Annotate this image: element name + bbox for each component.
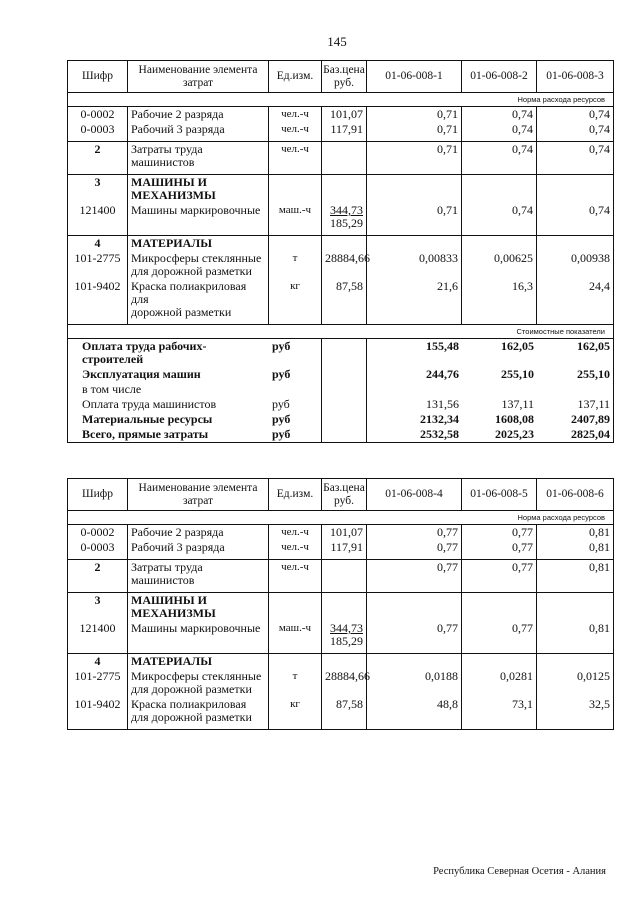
cost-row (68, 367, 613, 382)
table-row (68, 697, 613, 725)
value-cell: 0,77 (367, 540, 462, 555)
code-cell: 0-0003 (68, 122, 128, 137)
name-cell: МАТЕРИАЛЫ (128, 654, 269, 669)
value-cell: 0,0125 (577, 669, 610, 683)
cost-value-cell: 155,48 (426, 339, 459, 353)
spacer-cell (68, 170, 128, 174)
value-cell (462, 236, 537, 251)
spacer-cell (462, 555, 537, 559)
row-spacer (68, 588, 613, 592)
value-cell: 0,74 (462, 107, 537, 122)
value-cell: 73,1 (462, 697, 537, 725)
unit-cell (269, 593, 322, 621)
spacer-cell (322, 725, 367, 729)
cost-name-cell: в том числе (82, 382, 142, 396)
row-spacer (68, 231, 613, 235)
header-cell: Шифр (68, 61, 128, 92)
value-cell: 24,4 (589, 279, 610, 293)
price-cell (322, 669, 370, 697)
unit-cell (269, 175, 322, 203)
spacer-cell (269, 649, 322, 653)
cost-value-cell: 2532,58 (420, 427, 459, 441)
spacer-cell (68, 320, 128, 324)
spacer-cell (537, 137, 613, 141)
spacer-cell (128, 725, 269, 729)
spacer-cell (68, 649, 128, 653)
value-cell: 0,77 (462, 525, 537, 540)
norm-section-label: Норма расхода ресурсов (68, 511, 613, 525)
spacer-cell (367, 555, 462, 559)
spacer-cell (537, 555, 613, 559)
unit-cell (269, 236, 322, 251)
cost-value-cell: 137,11 (577, 397, 610, 411)
value-cell: 0,71 (367, 203, 462, 231)
header-cell: 01-06-008-6 (546, 488, 604, 500)
code-cell: 0-0002 (68, 525, 128, 540)
value-cell (537, 236, 613, 251)
price-value: 117,91 (330, 122, 363, 136)
cost-unit-cell: руб (269, 339, 322, 367)
price-cell (322, 107, 367, 122)
table-row (68, 560, 613, 588)
table-row (68, 122, 613, 137)
spacer-cell (462, 588, 537, 592)
value-cell: 0,77 (367, 525, 462, 540)
row-spacer (68, 320, 613, 324)
cost-unit-cell: руб (269, 427, 322, 442)
value-cell: 0,77 (367, 621, 462, 649)
cost-row (68, 339, 613, 367)
cost-price-cell (322, 339, 367, 367)
value-cell: 16,3 (462, 279, 537, 320)
name-cell: Краска полиакриловая для дорожной разметки (128, 279, 269, 320)
cost-value-cell: 2132,34 (420, 412, 459, 426)
code-cell: 101-2775 (68, 669, 128, 697)
value-cell: 0,74 (589, 122, 610, 136)
price-cell (322, 697, 367, 725)
spacer-cell (367, 170, 462, 174)
code-cell: 3 (68, 175, 128, 203)
name-cell: Рабочие 2 разряда (128, 525, 269, 540)
table-block (68, 175, 613, 236)
value-cell: 0,77 (462, 540, 537, 555)
table-row (68, 621, 613, 649)
spacer-cell (128, 588, 269, 592)
price-value: 87,58 (336, 697, 363, 711)
cost-name-cell: Всего, прямые затраты (82, 427, 209, 441)
unit-cell (269, 654, 322, 669)
spacer-cell (68, 137, 128, 141)
spacer-cell (322, 649, 367, 653)
unit-cell: чел.-ч (269, 560, 322, 588)
row-spacer (68, 725, 613, 729)
unit-cell: т (269, 669, 322, 697)
cost-value-cell: 131,56 (426, 397, 459, 411)
code-cell: 101-2775 (68, 251, 128, 279)
name-cell: МАШИНЫ И МЕХАНИЗМЫ (128, 175, 269, 203)
cost-row (68, 412, 613, 427)
name-cell: МАТЕРИАЛЫ (128, 236, 269, 251)
table-block (68, 560, 613, 593)
resource-table-2 (67, 478, 614, 730)
cost-name-cell: Эксплуатация машин (82, 367, 201, 381)
table-row (68, 142, 613, 170)
spacer-cell (128, 555, 269, 559)
spacer-cell (322, 137, 367, 141)
row-spacer (68, 555, 613, 559)
table-block (68, 236, 613, 325)
table-row (68, 175, 613, 203)
name-cell: Машины маркировочные (128, 621, 269, 649)
value-cell: 0,77 (462, 621, 537, 649)
cost-value-cell: 162,05 (577, 339, 610, 353)
unit-cell: чел.-ч (269, 525, 322, 540)
price-value-secondary: 185,29 (330, 216, 363, 230)
value-cell: 0,74 (589, 142, 610, 156)
code-cell: 3 (68, 593, 128, 621)
value-cell (462, 593, 537, 621)
value-cell: 0,74 (462, 203, 537, 231)
cost-name-cell: Оплата труда рабочих- строителей (82, 339, 207, 366)
header-cell: Баз.цена руб. (322, 61, 367, 92)
row-spacer (68, 170, 613, 174)
value-cell: 0,77 (462, 560, 537, 588)
price-value: 87,58 (336, 279, 363, 293)
cost-value-cell: 2025,23 (495, 427, 534, 441)
value-cell: 0,00938 (571, 251, 610, 265)
price-cell (322, 654, 367, 669)
value-cell: 0,00625 (462, 251, 537, 279)
header-cell: 01-06-008-1 (367, 61, 462, 92)
value-cell (367, 236, 462, 251)
value-cell (367, 175, 462, 203)
cost-name-cell: Материальные ресурсы (82, 412, 213, 426)
price-cell (322, 621, 367, 649)
cost-unit-cell (269, 382, 322, 397)
header-cell: 01-06-008-5 (462, 479, 537, 510)
table-row (68, 525, 613, 540)
cost-value-cell (367, 382, 462, 397)
spacer-cell (68, 231, 128, 235)
spacer-cell (367, 137, 462, 141)
table-row (68, 251, 613, 279)
spacer-cell (128, 170, 269, 174)
spacer-cell (322, 231, 367, 235)
spacer-cell (269, 555, 322, 559)
resource-table-1 (67, 60, 614, 443)
cost-price-cell (322, 397, 367, 412)
value-cell (537, 593, 613, 621)
value-cell (537, 654, 613, 669)
cost-row (68, 427, 613, 442)
unit-cell: кг (269, 279, 322, 320)
code-cell: 0-0003 (68, 540, 128, 555)
spacer-cell (322, 555, 367, 559)
table-block (68, 107, 613, 142)
cost-unit-cell: руб (269, 397, 322, 412)
cost-section-label: Стоимостные показатели (68, 325, 613, 339)
price-value: 28884,66 (325, 251, 370, 265)
header-cell: 01-06-008-4 (367, 479, 462, 510)
value-cell (367, 593, 462, 621)
value-cell: 0,00833 (367, 251, 462, 279)
table-block (68, 525, 613, 560)
spacer-cell (269, 320, 322, 324)
table-block (68, 593, 613, 654)
name-cell: Затраты труда машинистов (128, 142, 269, 170)
spacer-cell (462, 137, 537, 141)
table-row (68, 107, 613, 122)
code-cell: 4 (68, 654, 128, 669)
price-cell (322, 203, 367, 231)
table-row (68, 654, 613, 669)
price-cell (322, 122, 367, 137)
price-cell (322, 142, 367, 170)
cost-value-cell: 255,10 (577, 367, 610, 381)
header-cell: Ед.изм. (269, 479, 322, 510)
value-cell (537, 175, 613, 203)
price-value: 101,07 (330, 525, 363, 539)
cost-price-cell (322, 382, 367, 397)
header-cell: Наименование элемента затрат (128, 479, 269, 510)
spacer-cell (537, 725, 613, 729)
price-value: 117,91 (330, 540, 363, 554)
spacer-cell (537, 231, 613, 235)
price-cell (322, 175, 367, 203)
price-cell (322, 279, 367, 320)
code-cell: 121400 (68, 621, 128, 649)
table-row (68, 279, 613, 320)
spacer-cell (322, 170, 367, 174)
spacer-cell (128, 137, 269, 141)
code-cell: 101-9402 (68, 697, 128, 725)
price-cell (322, 251, 370, 279)
spacer-cell (269, 137, 322, 141)
name-cell: Краска полиакриловая для дорожной разметки (128, 697, 269, 725)
cost-value-cell: 2825,04 (571, 427, 610, 441)
cost-price-cell (322, 427, 367, 442)
code-cell: 4 (68, 236, 128, 251)
value-cell: 48,8 (367, 697, 462, 725)
name-cell: Микросферы стеклянные для дорожной разметки (128, 669, 269, 697)
spacer-cell (462, 320, 537, 324)
spacer-cell (269, 588, 322, 592)
cost-value-cell: 2407,89 (571, 412, 610, 426)
cost-value-cell: 162,05 (501, 339, 534, 353)
table-row (68, 203, 613, 231)
spacer-cell (68, 588, 128, 592)
value-cell: 32,5 (589, 697, 610, 711)
name-cell: Затраты труда машинистов (128, 560, 269, 588)
unit-cell: т (269, 251, 322, 279)
table-row (68, 593, 613, 621)
header-cell: 01-06-008-3 (546, 70, 604, 82)
price-cell (322, 560, 367, 588)
spacer-cell (367, 649, 462, 653)
cost-price-cell (322, 412, 367, 427)
price-cell (322, 525, 367, 540)
spacer-cell (128, 231, 269, 235)
value-cell: 0,74 (589, 203, 610, 217)
page-number: 145 (327, 34, 347, 49)
unit-cell: кг (269, 697, 322, 725)
footer-region: Республика Северная Осетия - Алания (433, 866, 606, 877)
value-cell: 0,81 (589, 540, 610, 554)
value-cell: 0,0281 (462, 669, 537, 697)
unit-cell: маш.-ч (269, 621, 322, 649)
spacer-cell (462, 725, 537, 729)
value-cell: 0,71 (367, 107, 462, 122)
row-spacer (68, 649, 613, 653)
cost-value-cell: 244,76 (426, 367, 459, 381)
table-row (68, 540, 613, 555)
spacer-cell (462, 231, 537, 235)
table-block (68, 142, 613, 175)
price-value: 101,07 (330, 107, 363, 121)
unit-cell: чел.-ч (269, 107, 322, 122)
header-cell: Наименование элемента затрат (128, 61, 269, 92)
cost-row (68, 397, 613, 412)
cost-value-cell (462, 382, 537, 397)
spacer-cell (269, 725, 322, 729)
cost-name-cell: Оплата труда машинистов (82, 397, 217, 411)
price-value: 28884,66 (325, 669, 370, 683)
spacer-cell (128, 320, 269, 324)
spacer-cell (367, 320, 462, 324)
price-value-secondary: 185,29 (330, 634, 363, 648)
value-cell: 0,74 (462, 142, 537, 170)
spacer-cell (269, 170, 322, 174)
spacer-cell (537, 588, 613, 592)
spacer-cell (322, 320, 367, 324)
cost-price-cell (322, 367, 367, 382)
norm-section-label: Норма расхода ресурсов (68, 93, 613, 107)
header-cell: Шифр (68, 479, 128, 510)
spacer-cell (367, 231, 462, 235)
price-cell (322, 236, 367, 251)
value-cell: 0,77 (367, 560, 462, 588)
name-cell: Микросферы стеклянные для дорожной разметки (128, 251, 269, 279)
price-cell (322, 540, 367, 555)
header-cell: 01-06-008-2 (462, 61, 537, 92)
cost-value-cell: 1608,08 (495, 412, 534, 426)
spacer-cell (462, 170, 537, 174)
spacer-cell (537, 320, 613, 324)
price-value: 344,73 (330, 203, 363, 217)
value-cell: 0,71 (367, 122, 462, 137)
name-cell: Рабочий 3 разряда (128, 540, 269, 555)
table-block (68, 654, 613, 729)
spacer-cell (367, 725, 462, 729)
value-cell: 21,6 (367, 279, 462, 320)
name-cell: Машины маркировочные (128, 203, 269, 231)
value-cell: 0,0188 (367, 669, 462, 697)
row-spacer (68, 137, 613, 141)
value-cell (367, 654, 462, 669)
unit-cell: маш.-ч (269, 203, 322, 231)
value-cell: 0,81 (589, 621, 610, 635)
value-cell (462, 175, 537, 203)
spacer-cell (68, 725, 128, 729)
unit-cell: чел.-ч (269, 540, 322, 555)
spacer-cell (68, 555, 128, 559)
code-cell: 101-9402 (68, 279, 128, 320)
cost-unit-cell: руб (269, 412, 322, 427)
value-cell: 0,81 (589, 525, 610, 539)
value-cell (462, 654, 537, 669)
name-cell: Рабочий 3 разряда (128, 122, 269, 137)
value-cell: 0,74 (589, 107, 610, 121)
cost-row (68, 382, 613, 397)
code-cell: 0-0002 (68, 107, 128, 122)
cost-value-cell: 255,10 (501, 367, 534, 381)
table-header (68, 479, 613, 511)
table-header (68, 61, 613, 93)
code-cell: 121400 (68, 203, 128, 231)
cost-unit-cell: руб (269, 367, 322, 382)
code-cell: 2 (68, 142, 128, 170)
value-cell: 0,71 (367, 142, 462, 170)
header-cell: Ед.изм. (269, 61, 322, 92)
table-row (68, 669, 613, 697)
spacer-cell (128, 649, 269, 653)
table-row (68, 236, 613, 251)
value-cell: 0,81 (589, 560, 610, 574)
cost-value-cell (537, 382, 613, 397)
spacer-cell (367, 588, 462, 592)
name-cell: МАШИНЫ И МЕХАНИЗМЫ (128, 593, 269, 621)
unit-cell: чел.-ч (269, 142, 322, 170)
value-cell: 0,74 (462, 122, 537, 137)
price-cell (322, 593, 367, 621)
spacer-cell (322, 588, 367, 592)
spacer-cell (537, 649, 613, 653)
code-cell: 2 (68, 560, 128, 588)
spacer-cell (269, 231, 322, 235)
name-cell: Рабочие 2 разряда (128, 107, 269, 122)
cost-value-cell: 137,11 (501, 397, 534, 411)
spacer-cell (537, 170, 613, 174)
unit-cell: чел.-ч (269, 122, 322, 137)
header-cell: Баз.цена руб. (322, 479, 367, 510)
price-value: 344,73 (330, 621, 363, 635)
spacer-cell (462, 649, 537, 653)
